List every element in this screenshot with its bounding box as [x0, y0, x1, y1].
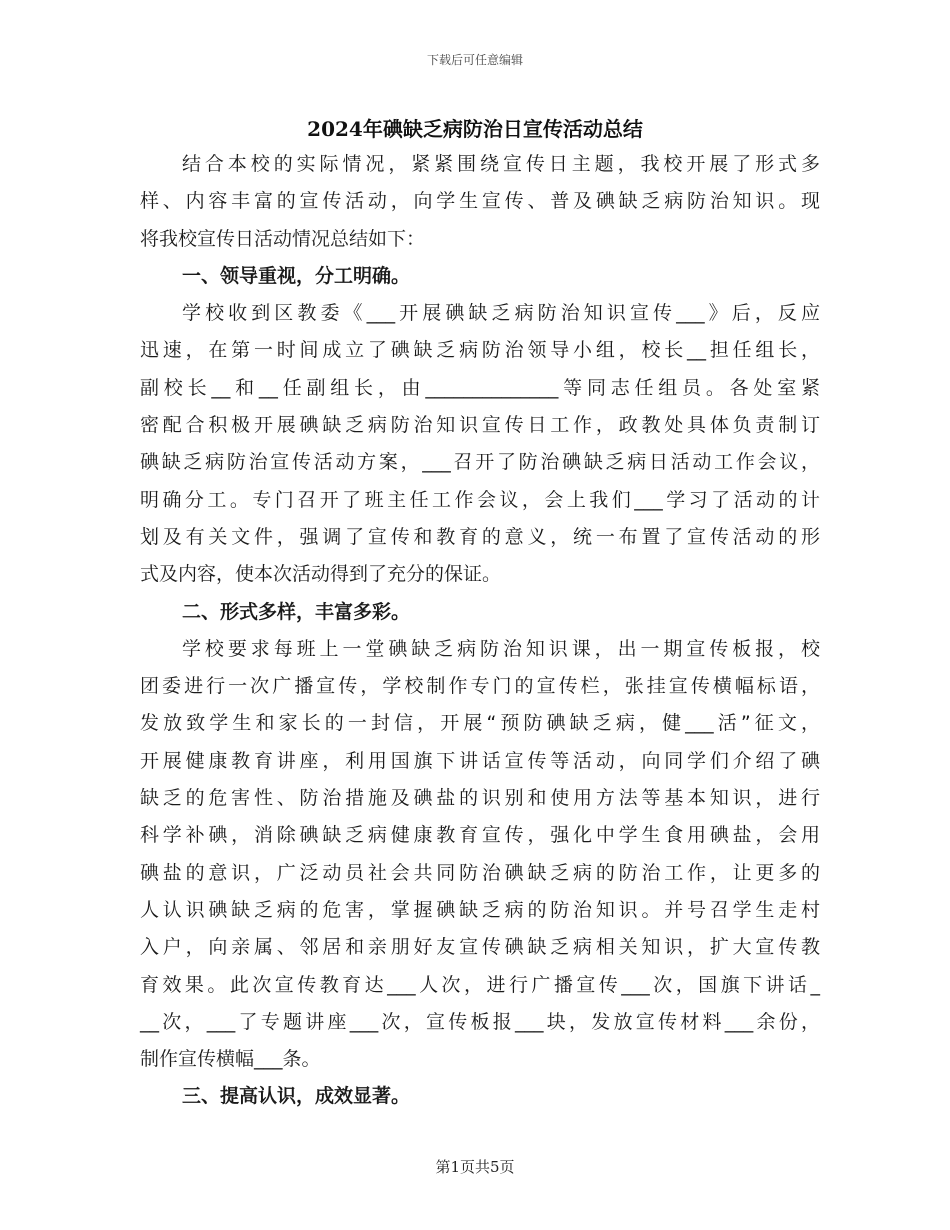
paragraph-line: 发放致学生和家长的一封信，开展“预防碘缺乏病，健___活”征文， [140, 712, 820, 735]
paragraph-line: 结合本校的实际情况，紧紧围绕宣传日主题，我校开展了形式多 [182, 153, 820, 175]
section-heading: 一、领导重视，分工明确。 [182, 264, 411, 287]
paragraph-line: 副校长__和__任副组长，由______________等同志任组员。各处室紧 [140, 376, 820, 399]
body-text [140, 146, 820, 1116]
paragraph-line: 将我校宣传日活动情况总结如下： [140, 227, 426, 250]
section-heading: 二、形式多样，丰富多彩。 [182, 600, 411, 623]
paragraph-line: 样、内容丰富的宣传活动，向学生宣传、普及碘缺乏病防治知识。现 [140, 190, 820, 213]
paragraph-line: 人认识碘缺乏病的危害，掌握碘缺乏病的防治知识。并号召学生走村 [140, 898, 820, 921]
paragraph-line: 式及内容，使本次活动得到了充分的保证。 [140, 563, 502, 586]
section-heading: 三、提高认识，成效显著。 [182, 1085, 411, 1108]
paragraph-line: 密配合积极开展碘缺乏病防治知识宣传日工作，政教处具体负责制订 [140, 414, 820, 437]
paragraph-line: 碘盐的意识，广泛动员社会共同防治碘缺乏病的防治工作，让更多的 [140, 861, 820, 884]
document-title: 2024年碘缺乏病防治日宣传活动总结 [307, 117, 643, 141]
paragraph-line: 科学补碘，消除碘缺乏病健康教育宣传，强化中学生食用碘盐，会用 [140, 824, 820, 847]
paragraph-line: 明确分工。专门召开了班主任工作会议，会上我们___学习了活动的计 [140, 488, 820, 511]
paragraph-line: 划及有关文件，强调了宣传和教育的意义，统一布置了宣传活动的形 [140, 525, 820, 548]
paragraph-line: 缺乏的危害性、防治措施及碘盐的识别和使用方法等基本知识，进行 [140, 787, 820, 810]
paragraph-line: 碘缺乏病防治宣传活动方案，___召开了防治碘缺乏病日活动工作会议， [140, 451, 820, 474]
paragraph-line: 迅速，在第一时间成立了碘缺乏病防治领导小组，校长__担任组长， [140, 339, 820, 362]
paragraph-line: 育效果。此次宣传教育达___人次，进行广播宣传___次，国旗下讲话_ [140, 973, 820, 996]
paragraph-line: 团委进行一次广播宣传，学校制作专门的宣传栏，张挂宣传横幅标语， [140, 675, 820, 698]
paragraph-line: 学校收到区教委《___开展碘缺乏病防治知识宣传___》后，反应 [182, 302, 820, 325]
paragraph-line: __次，___了专题讲座___次，宣传板报___块，发放宣传材料___余份， [140, 1010, 820, 1033]
paragraph-line: 开展健康教育讲座，利用国旗下讲话宣传等活动，向同学们介绍了碘 [140, 749, 820, 772]
paragraph-line: 入户，向亲属、邻居和亲朋好友宣传碘缺乏病相关知识，扩大宣传教 [140, 936, 820, 959]
header-note: 下载后可任意编辑 [426, 53, 523, 67]
page-footer: 第1页共5页 [435, 1158, 515, 1176]
paragraph-line: 学校要求每班上一堂碘缺乏病防治知识课，出一期宣传板报，校 [182, 637, 820, 660]
paragraph-line: 制作宣传横幅___条。 [140, 1048, 321, 1071]
